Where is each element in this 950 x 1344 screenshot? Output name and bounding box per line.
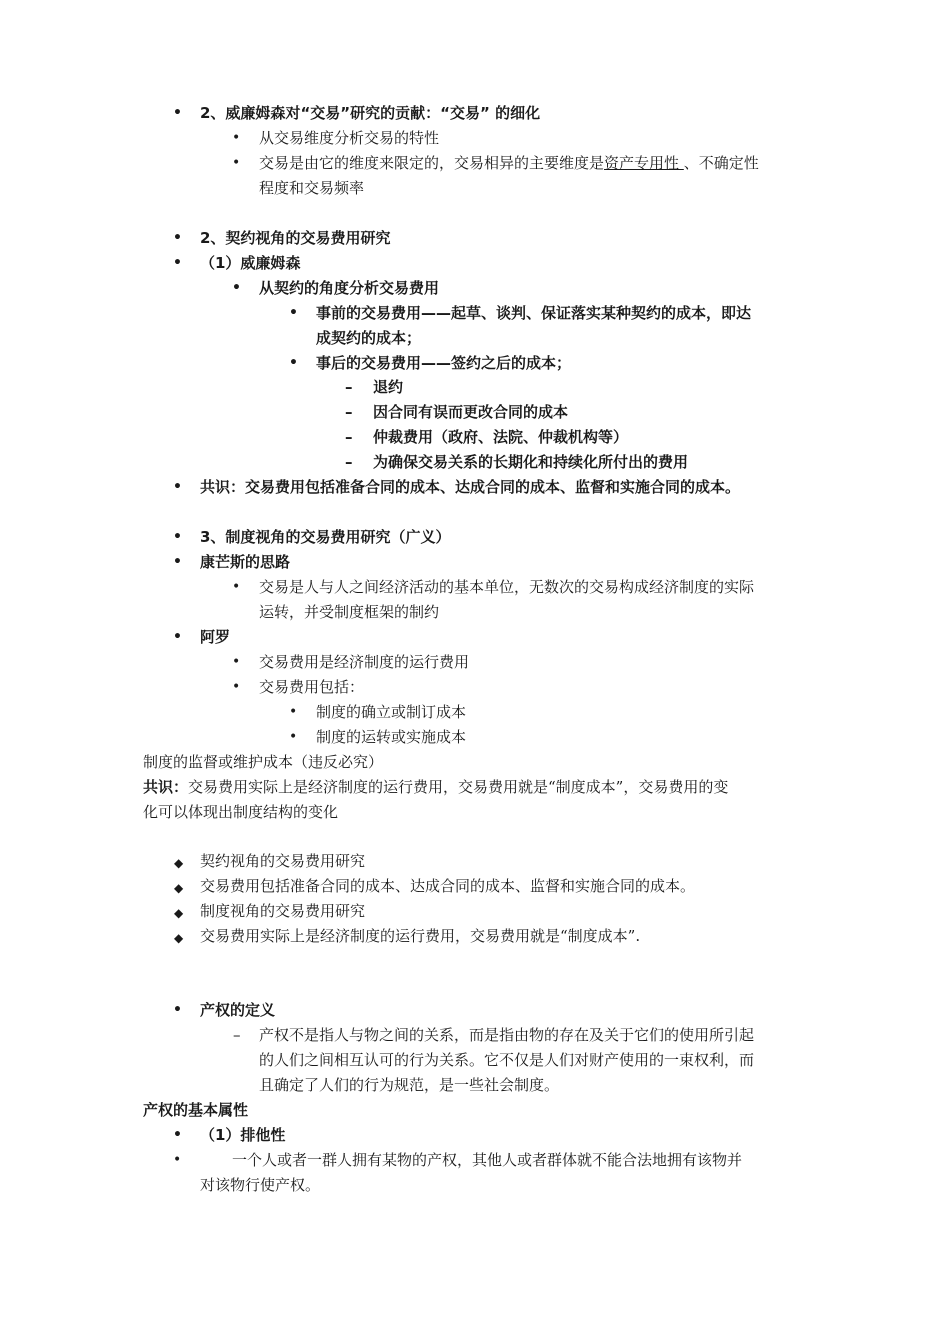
list-item-text: 成契约的成本；: [316, 329, 422, 347]
list-item-text: 事后的交易费用——签约之后的成本；: [316, 354, 572, 372]
bullet-marker: •: [232, 579, 241, 595]
attributes-heading: 产权的基本属性: [143, 1101, 249, 1119]
paragraph-text: 化可以体现出制度结构的变化: [143, 803, 339, 821]
summary-text: 交易费用包括准备合同的成本、达成合同的成本、监督和实施合同的成本。: [200, 877, 696, 895]
bullet-marker: •: [289, 729, 298, 745]
bullet-marker: •: [232, 280, 241, 296]
list-item-text: 交易费用包括：: [259, 678, 365, 696]
list-item-text: 的人们之间相互认可的行为关系。它不仅是人们对财产使用的一束权利，而: [259, 1051, 755, 1069]
dash-marker: –: [345, 403, 353, 421]
list-item-text: 事前的交易费用——起草、谈判、保证落实某种契约的成本，即达: [316, 304, 752, 322]
summary-text: 制度视角的交易费用研究: [200, 902, 366, 920]
consensus-text: 共识：交易费用包括准备合同的成本、达成合同的成本、监督和实施合同的成本。: [200, 478, 741, 496]
section2-heading: 2、契约视角的交易费用研究: [200, 229, 391, 247]
list-item-text: 且确定了人们的行为规范，是一些社会制度。: [259, 1076, 560, 1094]
list-item-text: 因合同有误而更改合同的成本: [373, 403, 569, 421]
bullet-marker: •: [173, 230, 182, 246]
item2-text-pre: 交易是由它的维度来限定的，交易相异的主要维度是: [259, 154, 605, 172]
list-item-text: 程度和交易频率: [259, 179, 365, 197]
dash-marker: –: [345, 453, 353, 471]
paragraph-text: [143, 775, 728, 799]
bullet-marker: •: [289, 305, 298, 321]
paragraph-text: 制度的监督或维护成本（违反必究）: [143, 753, 384, 771]
dash-marker: –: [233, 1026, 241, 1044]
list-item-text: （1）威廉姆森: [200, 254, 301, 272]
bullet-marker: •: [232, 679, 241, 695]
bullet-marker: •: [173, 554, 182, 570]
list-item-text: 仲裁费用（政府、法院、仲裁机构等）: [373, 428, 629, 446]
section3-heading: 3、制度视角的交易费用研究（广义）: [200, 528, 451, 546]
section1-heading: 2、威廉姆森对“交易”研究的贡献：“交易” 的细化: [200, 104, 541, 122]
bullet-marker: •: [173, 629, 182, 645]
summary-text: 契约视角的交易费用研究: [200, 852, 366, 870]
list-item-text: 产权不是指人与物之间的关系，而是指由物的存在及关于它们的使用所引起: [259, 1026, 755, 1044]
summary-text: 交易费用实际上是经济制度的运行费用，交易费用就是“制度成本”.: [200, 927, 641, 945]
diamond-marker: ◆: [174, 906, 184, 920]
bullet-marker: •: [173, 479, 182, 495]
list-item-text: 康芒斯的思路: [200, 553, 291, 571]
list-item-text: 退约: [373, 378, 404, 396]
list-item-text: [259, 151, 759, 175]
bullet-marker: •: [289, 355, 298, 371]
list-item-text: 为确保交易关系的长期化和持续化所付出的费用: [373, 453, 689, 471]
bullet-marker: •: [232, 654, 241, 670]
consensus-text: 交易费用实际上是经济制度的运行费用，交易费用就是“制度成本”，交易费用的变: [188, 778, 729, 796]
list-item-text: 制度的确立或制订成本: [316, 703, 467, 721]
list-item-text: （1）排他性: [200, 1126, 286, 1144]
bullet-marker: •: [173, 105, 182, 121]
list-item-text: 从交易维度分析交易的特性: [259, 129, 440, 147]
list-item-text: 交易费用是经济制度的运行费用: [259, 653, 470, 671]
bullet-marker: •: [173, 1152, 182, 1168]
consensus-label: 共识：: [143, 778, 189, 796]
diamond-marker: ◆: [174, 881, 184, 895]
bullet-marker: •: [173, 1127, 182, 1143]
bullet-marker: •: [173, 1002, 182, 1018]
bullet-marker: •: [173, 529, 182, 545]
list-item-text: 一个人或者一群人拥有某物的产权，其他人或者群体就不能合法地拥有该物并: [232, 1151, 743, 1169]
list-item-text: 从契约的角度分析交易费用: [259, 279, 440, 297]
list-item-text: 对该物行使产权。: [200, 1176, 321, 1194]
diamond-marker: ◆: [174, 856, 184, 870]
diamond-marker: ◆: [174, 931, 184, 945]
dash-marker: –: [345, 428, 353, 446]
bullet-marker: •: [232, 155, 241, 171]
bullet-marker: •: [289, 704, 298, 720]
list-item-text: 制度的运转或实施成本: [316, 728, 467, 746]
item2-text-post: 、不确定性: [683, 154, 759, 172]
asset-specificity-link[interactable]: 资产专用性: [604, 154, 684, 172]
list-item-text: 阿罗: [200, 628, 231, 646]
dash-marker: –: [345, 378, 353, 396]
bullet-marker: •: [173, 255, 182, 271]
list-item-text: 运转，并受制度框架的制约: [259, 603, 440, 621]
property-heading: 产权的定义: [200, 1001, 276, 1019]
list-item-text: 交易是人与人之间经济活动的基本单位，无数次的交易构成经济制度的实际: [259, 578, 755, 596]
bullet-marker: •: [232, 130, 241, 146]
